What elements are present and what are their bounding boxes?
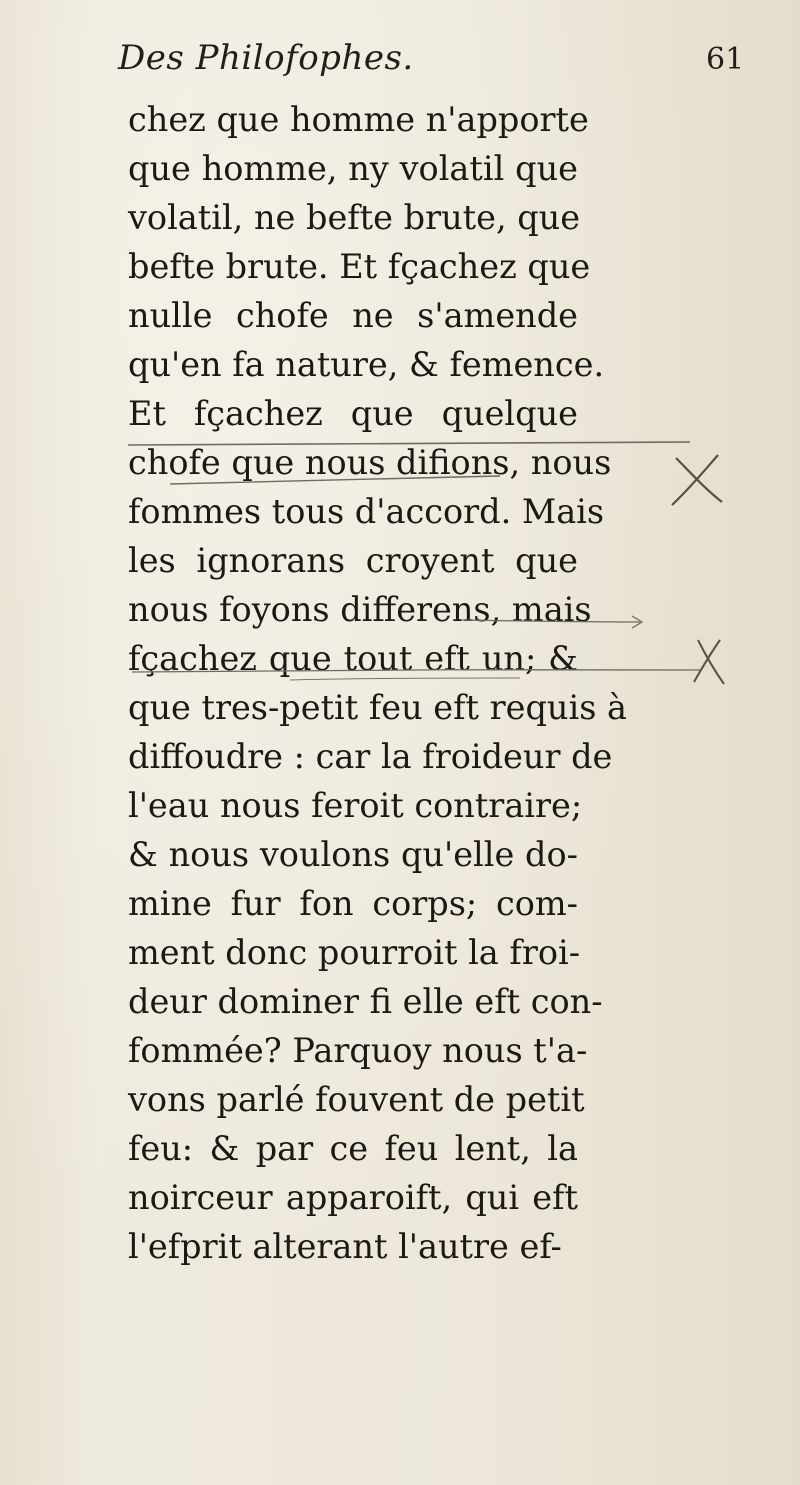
text-line: feu: & par ce feu lent, la [128,1129,578,1168]
text-line: chofe que nous difions, nous [128,443,612,482]
text-line: ment donc pourroit la froi- [128,933,581,972]
text-line: que tres-petit feu eft requis à [128,688,628,727]
margin-cross-mark [672,455,722,505]
text-line: l'efprit alterant l'autre ef- [128,1227,562,1266]
text-line: befte brute. Et fçachez que [128,247,591,286]
text-line: qu'en fa nature, & femence. [128,345,605,384]
text-line: nous foyons differens, mais [128,590,592,629]
text-line: fommes tous d'accord. Mais [128,492,605,531]
text-line: vons parlé fouvent de petit [128,1080,585,1119]
running-head: Des Philofophes. [118,38,414,78]
text-line: fçachez que tout eft un; & [128,639,578,678]
margin-cross-mark [694,640,724,684]
text-line: diffoudre : car la froideur de [128,737,613,776]
text-line: volatil, ne befte brute, que [128,198,581,237]
text-line: deur dominer fi elle eft con- [128,982,603,1021]
text-line: fommée? Parquoy nous t'a- [128,1031,588,1070]
page-number: 61 [706,42,745,77]
text-line: que homme, ny volatil que [128,149,578,188]
text-line: les ignorans croyent que [128,541,578,580]
text-line: nulle chofe ne s'amende [128,296,578,335]
arrow-mark [632,616,642,628]
text-line: l'eau nous feroit contraire; [128,786,583,825]
text-line: mine fur fon corps; com- [128,884,578,923]
text-line: chez que homme n'apporte [128,100,589,139]
body-text [128,95,628,1271]
text-line: noirceur apparoift, qui eft [128,1178,578,1217]
text-line: & nous voulons qu'elle do- [128,835,578,874]
text-line: Et fçachez que quelque [128,394,578,433]
